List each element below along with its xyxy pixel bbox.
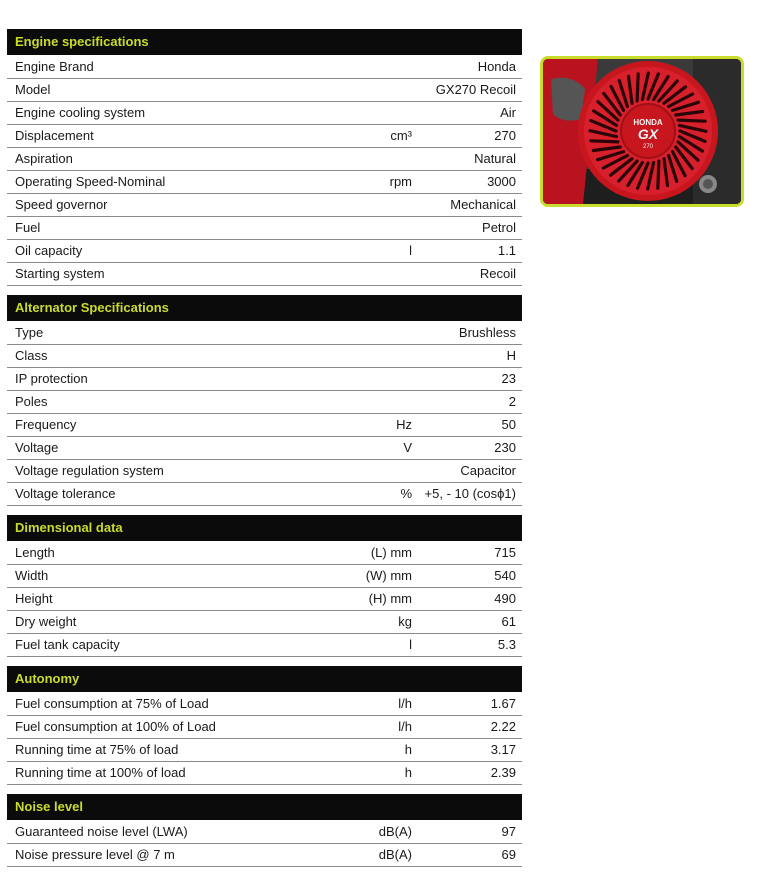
spec-value: Capacitor: [460, 463, 516, 478]
spec-row: [7, 56, 522, 79]
spec-value: H: [506, 348, 516, 363]
spec-value: Honda: [477, 59, 516, 74]
spec-label: Noise pressure level @ 7 m: [15, 847, 175, 862]
spec-row: [7, 217, 522, 240]
spec-value: 5.3: [497, 637, 516, 652]
spec-unit: l: [409, 243, 412, 258]
spec-row: [7, 611, 522, 634]
spec-label: Poles: [15, 394, 48, 409]
spec-row: [7, 240, 522, 263]
spec-row: [7, 762, 522, 785]
spec-row: [7, 171, 522, 194]
spec-label: Model: [15, 82, 51, 97]
spec-unit: l/h: [398, 719, 412, 734]
spec-label: Speed governor: [15, 197, 108, 212]
spec-label: Fuel consumption at 75% of Load: [15, 696, 209, 711]
spec-label: Displacement: [15, 128, 94, 143]
spec-label: Engine Brand: [15, 59, 94, 74]
spec-row: [7, 414, 522, 437]
spec-label: Dry weight: [15, 614, 77, 629]
section-header: Alternator Specifications: [7, 295, 522, 321]
honda-logo-text: HONDA: [633, 118, 663, 127]
spec-row: [7, 194, 522, 217]
spec-unit: (W) mm: [365, 568, 412, 583]
spec-row: [7, 844, 522, 867]
spec-unit: Hz: [396, 417, 412, 432]
spec-row: [7, 437, 522, 460]
section-header: Dimensional data: [7, 515, 522, 541]
spec-label: Guaranteed noise level (LWA): [15, 824, 188, 839]
spec-value: 715: [494, 545, 516, 560]
spec-label: Oil capacity: [15, 243, 83, 258]
spec-value: +5, - 10 (cosϕ1): [424, 486, 516, 501]
spec-value: GX270 Recoil: [435, 82, 516, 97]
spec-label: Fuel: [15, 220, 41, 235]
spec-row: [7, 821, 522, 844]
spec-value: 69: [501, 847, 516, 862]
spec-unit: rpm: [389, 174, 412, 189]
spec-value: Mechanical: [450, 197, 516, 212]
spec-value: 2.22: [490, 719, 516, 734]
spec-value: 490: [494, 591, 516, 606]
spec-section: [7, 666, 522, 785]
engine-photo: [540, 56, 744, 207]
spec-table: [7, 29, 522, 876]
spec-row: [7, 565, 522, 588]
spec-section: [7, 295, 522, 506]
spec-label: Voltage: [15, 440, 59, 455]
spec-value: Recoil: [479, 266, 516, 281]
spec-label: Width: [15, 568, 49, 583]
spec-row: [7, 460, 522, 483]
section-header: Noise level: [7, 794, 522, 820]
spec-row: [7, 634, 522, 657]
spec-label: Height: [15, 591, 53, 606]
spec-unit: l/h: [398, 696, 412, 711]
spec-value: 1.67: [490, 696, 516, 711]
spec-value: 230: [494, 440, 516, 455]
spec-value: 97: [501, 824, 516, 839]
spec-row: [7, 542, 522, 565]
spec-value: 3000: [487, 174, 516, 189]
spec-section: [7, 515, 522, 657]
spec-value: 1.1: [497, 243, 516, 258]
spec-unit: kg: [398, 614, 412, 629]
spec-label: Running time at 75% of load: [15, 742, 179, 757]
spec-unit: h: [404, 765, 412, 780]
spec-unit: V: [403, 440, 412, 455]
spec-value: Petrol: [482, 220, 516, 235]
spec-value: 2.39: [490, 765, 516, 780]
spec-label: Length: [15, 545, 55, 560]
spec-row: [7, 368, 522, 391]
spec-row: [7, 739, 522, 762]
spec-value: Brushless: [458, 325, 516, 340]
section-header: Autonomy: [7, 666, 522, 692]
spec-row: [7, 693, 522, 716]
spec-unit: l: [409, 637, 412, 652]
spec-section: [7, 794, 522, 867]
spec-row: [7, 79, 522, 102]
spec-unit: %: [400, 486, 412, 501]
spec-label: Engine cooling system: [15, 105, 146, 120]
gx-model-text: 270: [642, 144, 654, 150]
spec-unit: (H) mm: [368, 591, 412, 606]
spec-label: Fuel consumption at 100% of Load: [15, 719, 216, 734]
spec-label: Operating Speed-Nominal: [15, 174, 166, 189]
spec-section: [7, 29, 522, 286]
spec-unit: dB(A): [378, 824, 412, 839]
spec-row: [7, 263, 522, 286]
spec-row: [7, 588, 522, 611]
spec-label: Running time at 100% of load: [15, 765, 186, 780]
spec-row: [7, 102, 522, 125]
spec-value: 3.17: [490, 742, 516, 757]
spec-unit: h: [404, 742, 412, 757]
spec-unit: (L) mm: [370, 545, 412, 560]
section-header: Engine specifications: [7, 29, 522, 55]
spec-label: Type: [15, 325, 44, 340]
spec-label: Frequency: [15, 417, 77, 432]
spec-value: Air: [500, 105, 516, 120]
spec-row: [7, 148, 522, 171]
spec-label: Voltage regulation system: [15, 463, 164, 478]
spec-label: Fuel tank capacity: [15, 637, 120, 652]
spec-row: [7, 345, 522, 368]
spec-unit: cm³: [390, 128, 412, 143]
spec-label: Aspiration: [15, 151, 73, 166]
spec-value: 270: [494, 128, 516, 143]
spec-value: 540: [494, 568, 516, 583]
spec-value: 23: [501, 371, 516, 386]
spec-label: Class: [15, 348, 48, 363]
spec-value: 2: [508, 394, 516, 409]
spec-row: [7, 322, 522, 345]
spec-row: [7, 125, 522, 148]
spec-label: Starting system: [15, 266, 105, 281]
spec-row: [7, 391, 522, 414]
spec-value: Natural: [474, 151, 516, 166]
gx-logo-text: GX: [637, 126, 659, 142]
spec-unit: dB(A): [378, 847, 412, 862]
spec-label: Voltage tolerance: [15, 486, 116, 501]
spec-value: 61: [501, 614, 516, 629]
spec-row: [7, 716, 522, 739]
spec-row: [7, 483, 522, 506]
spec-value: 50: [501, 417, 516, 432]
spec-label: IP protection: [15, 371, 88, 386]
